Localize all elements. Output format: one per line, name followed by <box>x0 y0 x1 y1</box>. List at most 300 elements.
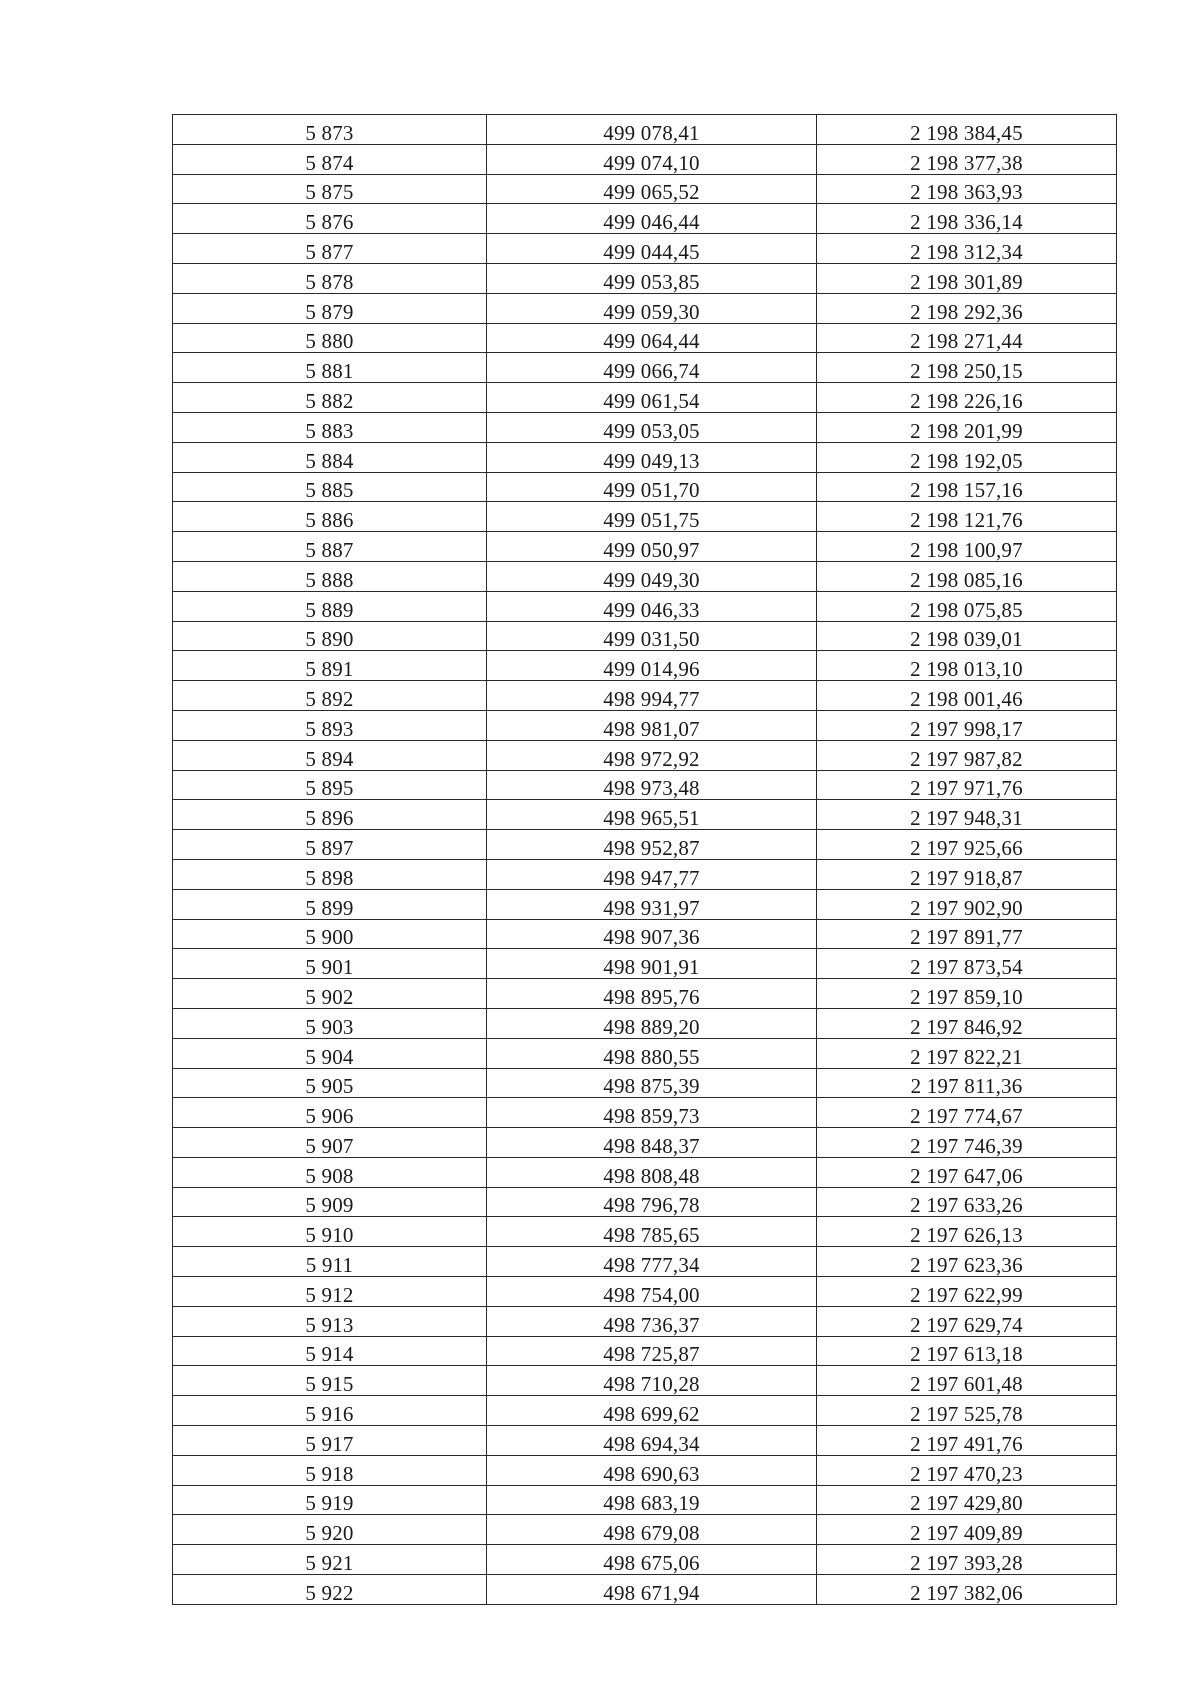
cell-text: 2 198 336,14 <box>910 210 1023 235</box>
cell-text: 2 197 623,36 <box>910 1253 1023 1278</box>
cell-text: 498 965,51 <box>603 806 700 831</box>
x-coordinate-cell <box>487 412 817 442</box>
y-coordinate-cell <box>817 1455 1117 1485</box>
y-coordinate-cell <box>817 710 1117 740</box>
cell-text: 5 906 <box>305 1104 354 1129</box>
cell-text: 2 198 312,34 <box>910 239 1023 264</box>
cell-text: 5 884 <box>305 448 354 473</box>
point-number-cell <box>173 651 487 681</box>
point-number-cell <box>173 1545 487 1575</box>
cell-text: 2 198 201,99 <box>910 418 1023 443</box>
cell-text: 2 198 192,05 <box>910 448 1023 473</box>
cell-text: 2 198 013,10 <box>910 657 1023 682</box>
y-coordinate-cell <box>817 1038 1117 1068</box>
cell-text: 499 064,44 <box>603 329 700 354</box>
cell-text: 2 198 271,44 <box>910 329 1023 354</box>
x-coordinate-cell <box>487 710 817 740</box>
cell-text: 5 874 <box>305 150 354 175</box>
cell-text: 5 885 <box>305 478 354 503</box>
x-coordinate-cell <box>487 740 817 770</box>
y-coordinate-cell <box>817 1336 1117 1366</box>
point-number-cell <box>173 115 487 145</box>
y-coordinate-cell <box>817 889 1117 919</box>
y-coordinate-cell <box>817 979 1117 1009</box>
y-coordinate-cell <box>817 1396 1117 1426</box>
table-row <box>173 1396 1117 1426</box>
y-coordinate-cell <box>817 263 1117 293</box>
x-coordinate-cell <box>487 502 817 532</box>
cell-text: 5 909 <box>305 1193 354 1218</box>
y-coordinate-cell <box>817 1068 1117 1098</box>
table-row <box>173 859 1117 889</box>
table-row <box>173 1277 1117 1307</box>
cell-text: 5 907 <box>305 1133 354 1158</box>
table-row <box>173 353 1117 383</box>
cell-text: 2 197 491,76 <box>910 1431 1023 1456</box>
cell-text: 5 889 <box>305 597 354 622</box>
cell-text: 5 905 <box>305 1074 354 1099</box>
cell-text: 2 197 409,89 <box>910 1521 1023 1546</box>
cell-text: 498 777,34 <box>603 1253 700 1278</box>
point-number-cell <box>173 1426 487 1456</box>
y-coordinate-cell <box>817 1575 1117 1605</box>
y-coordinate-cell <box>817 234 1117 264</box>
point-number-cell <box>173 561 487 591</box>
x-coordinate-cell <box>487 204 817 234</box>
table-row <box>173 234 1117 264</box>
x-coordinate-cell <box>487 681 817 711</box>
cell-text: 5 875 <box>305 180 354 205</box>
y-coordinate-cell <box>817 1426 1117 1456</box>
cell-text: 498 679,08 <box>603 1521 700 1546</box>
x-coordinate-cell <box>487 889 817 919</box>
table-row <box>173 561 1117 591</box>
point-number-cell <box>173 949 487 979</box>
cell-text: 5 903 <box>305 1014 354 1039</box>
cell-text: 5 877 <box>305 239 354 264</box>
cell-text: 2 197 822,21 <box>910 1044 1023 1069</box>
point-number-cell <box>173 1008 487 1038</box>
cell-text: 5 876 <box>305 210 354 235</box>
cell-text: 499 065,52 <box>603 180 700 205</box>
y-coordinate-cell <box>817 1128 1117 1158</box>
y-coordinate-cell <box>817 1277 1117 1307</box>
cell-text: 5 894 <box>305 746 354 771</box>
x-coordinate-cell <box>487 532 817 562</box>
table-row <box>173 949 1117 979</box>
point-number-cell <box>173 1277 487 1307</box>
table-row <box>173 1485 1117 1515</box>
point-number-cell <box>173 144 487 174</box>
table-row <box>173 1008 1117 1038</box>
table-row <box>173 323 1117 353</box>
cell-text: 498 671,94 <box>603 1580 700 1605</box>
cell-text: 5 920 <box>305 1521 354 1546</box>
table-row <box>173 174 1117 204</box>
cell-text: 5 918 <box>305 1461 354 1486</box>
coordinates-table <box>172 114 1117 1605</box>
cell-text: 5 914 <box>305 1342 354 1367</box>
x-coordinate-cell <box>487 1485 817 1515</box>
cell-text: 2 197 925,66 <box>910 835 1023 860</box>
y-coordinate-cell <box>817 1187 1117 1217</box>
cell-text: 498 875,39 <box>603 1074 700 1099</box>
cell-text: 498 952,87 <box>603 835 700 860</box>
y-coordinate-cell <box>817 144 1117 174</box>
cell-text: 499 050,97 <box>603 537 700 562</box>
y-coordinate-cell <box>817 919 1117 949</box>
cell-text: 2 197 774,67 <box>910 1104 1023 1129</box>
x-coordinate-cell <box>487 1545 817 1575</box>
table-row <box>173 919 1117 949</box>
cell-text: 2 197 971,76 <box>910 776 1023 801</box>
cell-text: 2 197 998,17 <box>910 716 1023 741</box>
cell-text: 5 910 <box>305 1223 354 1248</box>
cell-text: 2 197 622,99 <box>910 1282 1023 1307</box>
table-row <box>173 1247 1117 1277</box>
cell-text: 499 046,44 <box>603 210 700 235</box>
table-row <box>173 293 1117 323</box>
cell-text: 5 873 <box>305 120 354 145</box>
cell-text: 2 198 039,01 <box>910 627 1023 652</box>
point-number-cell <box>173 472 487 502</box>
cell-text: 2 197 902,90 <box>910 895 1023 920</box>
y-coordinate-cell <box>817 740 1117 770</box>
x-coordinate-cell <box>487 830 817 860</box>
table-row <box>173 412 1117 442</box>
cell-text: 2 197 918,87 <box>910 865 1023 890</box>
point-number-cell <box>173 1455 487 1485</box>
x-coordinate-cell <box>487 1455 817 1485</box>
x-coordinate-cell <box>487 949 817 979</box>
table-row <box>173 621 1117 651</box>
cell-text: 2 198 085,16 <box>910 567 1023 592</box>
cell-text: 498 859,73 <box>603 1104 700 1129</box>
cell-text: 5 883 <box>305 418 354 443</box>
x-coordinate-cell <box>487 1128 817 1158</box>
table-row <box>173 830 1117 860</box>
cell-text: 2 197 633,26 <box>910 1193 1023 1218</box>
table-row <box>173 800 1117 830</box>
point-number-cell <box>173 1396 487 1426</box>
cell-text: 498 895,76 <box>603 984 700 1009</box>
cell-text: 2 197 429,80 <box>910 1491 1023 1516</box>
point-number-cell <box>173 1247 487 1277</box>
x-coordinate-cell <box>487 1426 817 1456</box>
x-coordinate-cell <box>487 1336 817 1366</box>
point-number-cell <box>173 1306 487 1336</box>
x-coordinate-cell <box>487 442 817 472</box>
table-row <box>173 681 1117 711</box>
y-coordinate-cell <box>817 830 1117 860</box>
point-number-cell <box>173 919 487 949</box>
point-number-cell <box>173 621 487 651</box>
cell-text: 2 197 746,39 <box>910 1133 1023 1158</box>
x-coordinate-cell <box>487 1098 817 1128</box>
cell-text: 5 901 <box>305 955 354 980</box>
coordinates-table-body <box>173 115 1117 1605</box>
y-coordinate-cell <box>817 949 1117 979</box>
cell-text: 498 880,55 <box>603 1044 700 1069</box>
point-number-cell <box>173 1485 487 1515</box>
point-number-cell <box>173 1217 487 1247</box>
cell-text: 498 889,20 <box>603 1014 700 1039</box>
point-number-cell <box>173 502 487 532</box>
cell-text: 2 198 250,15 <box>910 359 1023 384</box>
cell-text: 499 059,30 <box>603 299 700 324</box>
point-number-cell <box>173 1187 487 1217</box>
cell-text: 2 197 393,28 <box>910 1551 1023 1576</box>
x-coordinate-cell <box>487 1157 817 1187</box>
point-number-cell <box>173 830 487 860</box>
y-coordinate-cell <box>817 472 1117 502</box>
table-row <box>173 1575 1117 1605</box>
cell-text: 2 197 873,54 <box>910 955 1023 980</box>
x-coordinate-cell <box>487 1396 817 1426</box>
table-row <box>173 1187 1117 1217</box>
cell-text: 499 078,41 <box>603 120 700 145</box>
x-coordinate-cell <box>487 1277 817 1307</box>
cell-text: 5 904 <box>305 1044 354 1069</box>
y-coordinate-cell <box>817 1366 1117 1396</box>
cell-text: 5 891 <box>305 657 354 682</box>
table-row <box>173 502 1117 532</box>
y-coordinate-cell <box>817 591 1117 621</box>
cell-text: 2 197 987,82 <box>910 746 1023 771</box>
cell-text: 498 690,63 <box>603 1461 700 1486</box>
cell-text: 5 913 <box>305 1312 354 1337</box>
cell-text: 499 053,05 <box>603 418 700 443</box>
y-coordinate-cell <box>817 115 1117 145</box>
table-row <box>173 1426 1117 1456</box>
cell-text: 2 197 647,06 <box>910 1163 1023 1188</box>
cell-text: 5 880 <box>305 329 354 354</box>
point-number-cell <box>173 710 487 740</box>
x-coordinate-cell <box>487 561 817 591</box>
point-number-cell <box>173 591 487 621</box>
point-number-cell <box>173 174 487 204</box>
point-number-cell <box>173 889 487 919</box>
x-coordinate-cell <box>487 293 817 323</box>
y-coordinate-cell <box>817 651 1117 681</box>
point-number-cell <box>173 1068 487 1098</box>
cell-text: 499 031,50 <box>603 627 700 652</box>
cell-text: 498 947,77 <box>603 865 700 890</box>
point-number-cell <box>173 1128 487 1158</box>
cell-text: 498 994,77 <box>603 686 700 711</box>
y-coordinate-cell <box>817 412 1117 442</box>
y-coordinate-cell <box>817 621 1117 651</box>
cell-text: 2 198 363,93 <box>910 180 1023 205</box>
cell-text: 5 900 <box>305 925 354 950</box>
point-number-cell <box>173 740 487 770</box>
x-coordinate-cell <box>487 263 817 293</box>
point-number-cell <box>173 353 487 383</box>
cell-text: 498 725,87 <box>603 1342 700 1367</box>
x-coordinate-cell <box>487 591 817 621</box>
y-coordinate-cell <box>817 1157 1117 1187</box>
y-coordinate-cell <box>817 1098 1117 1128</box>
table-row <box>173 889 1117 919</box>
cell-text: 498 796,78 <box>603 1193 700 1218</box>
table-row <box>173 1217 1117 1247</box>
x-coordinate-cell <box>487 919 817 949</box>
x-coordinate-cell <box>487 1366 817 1396</box>
table-row <box>173 1515 1117 1545</box>
y-coordinate-cell <box>817 1217 1117 1247</box>
cell-text: 5 898 <box>305 865 354 890</box>
x-coordinate-cell <box>487 115 817 145</box>
x-coordinate-cell <box>487 770 817 800</box>
cell-text: 2 197 601,48 <box>910 1372 1023 1397</box>
point-number-cell <box>173 412 487 442</box>
y-coordinate-cell <box>817 204 1117 234</box>
point-number-cell <box>173 442 487 472</box>
x-coordinate-cell <box>487 1515 817 1545</box>
table-row <box>173 979 1117 1009</box>
x-coordinate-cell <box>487 1038 817 1068</box>
cell-text: 5 886 <box>305 508 354 533</box>
point-number-cell <box>173 323 487 353</box>
cell-text: 2 198 384,45 <box>910 120 1023 145</box>
cell-text: 2 198 292,36 <box>910 299 1023 324</box>
cell-text: 5 878 <box>305 269 354 294</box>
cell-text: 5 895 <box>305 776 354 801</box>
cell-text: 5 890 <box>305 627 354 652</box>
cell-text: 5 892 <box>305 686 354 711</box>
table-row <box>173 115 1117 145</box>
cell-text: 499 014,96 <box>603 657 700 682</box>
cell-text: 499 074,10 <box>603 150 700 175</box>
point-number-cell <box>173 1515 487 1545</box>
cell-text: 2 198 157,16 <box>910 478 1023 503</box>
cell-text: 2 197 470,23 <box>910 1461 1023 1486</box>
table-row <box>173 204 1117 234</box>
cell-text: 2 198 121,76 <box>910 508 1023 533</box>
y-coordinate-cell <box>817 561 1117 591</box>
table-row <box>173 532 1117 562</box>
point-number-cell <box>173 1098 487 1128</box>
cell-text: 2 197 525,78 <box>910 1402 1023 1427</box>
cell-text: 5 921 <box>305 1551 354 1576</box>
table-row <box>173 1366 1117 1396</box>
x-coordinate-cell <box>487 1217 817 1247</box>
cell-text: 499 049,13 <box>603 448 700 473</box>
cell-text: 498 973,48 <box>603 776 700 801</box>
point-number-cell <box>173 532 487 562</box>
cell-text: 2 197 382,06 <box>910 1580 1023 1605</box>
point-number-cell <box>173 1336 487 1366</box>
cell-text: 5 917 <box>305 1431 354 1456</box>
y-coordinate-cell <box>817 353 1117 383</box>
point-number-cell <box>173 383 487 413</box>
cell-text: 498 808,48 <box>603 1163 700 1188</box>
table-row <box>173 1545 1117 1575</box>
x-coordinate-cell <box>487 174 817 204</box>
cell-text: 498 675,06 <box>603 1551 700 1576</box>
cell-text: 499 051,70 <box>603 478 700 503</box>
x-coordinate-cell <box>487 144 817 174</box>
cell-text: 2 197 626,13 <box>910 1223 1023 1248</box>
x-coordinate-cell <box>487 621 817 651</box>
table-row <box>173 1455 1117 1485</box>
table-row <box>173 383 1117 413</box>
x-coordinate-cell <box>487 1008 817 1038</box>
table-row <box>173 591 1117 621</box>
cell-text: 498 785,65 <box>603 1223 700 1248</box>
point-number-cell <box>173 681 487 711</box>
cell-text: 5 915 <box>305 1372 354 1397</box>
x-coordinate-cell <box>487 1306 817 1336</box>
x-coordinate-cell <box>487 979 817 1009</box>
cell-text: 498 848,37 <box>603 1133 700 1158</box>
x-coordinate-cell <box>487 651 817 681</box>
y-coordinate-cell <box>817 859 1117 889</box>
cell-text: 5 899 <box>305 895 354 920</box>
y-coordinate-cell <box>817 1306 1117 1336</box>
cell-text: 499 046,33 <box>603 597 700 622</box>
point-number-cell <box>173 1157 487 1187</box>
cell-text: 5 902 <box>305 984 354 1009</box>
cell-text: 499 049,30 <box>603 567 700 592</box>
y-coordinate-cell <box>817 681 1117 711</box>
table-row <box>173 1157 1117 1187</box>
x-coordinate-cell <box>487 1247 817 1277</box>
cell-text: 2 198 377,38 <box>910 150 1023 175</box>
cell-text: 2 198 100,97 <box>910 537 1023 562</box>
y-coordinate-cell <box>817 293 1117 323</box>
y-coordinate-cell <box>817 1485 1117 1515</box>
cell-text: 498 981,07 <box>603 716 700 741</box>
cell-text: 499 061,54 <box>603 388 700 413</box>
table-row <box>173 1038 1117 1068</box>
cell-text: 498 754,00 <box>603 1282 700 1307</box>
cell-text: 498 972,92 <box>603 746 700 771</box>
y-coordinate-cell <box>817 323 1117 353</box>
x-coordinate-cell <box>487 234 817 264</box>
x-coordinate-cell <box>487 859 817 889</box>
cell-text: 5 919 <box>305 1491 354 1516</box>
y-coordinate-cell <box>817 502 1117 532</box>
cell-text: 2 197 629,74 <box>910 1312 1023 1337</box>
cell-text: 498 694,34 <box>603 1431 700 1456</box>
cell-text: 5 911 <box>305 1253 354 1278</box>
point-number-cell <box>173 234 487 264</box>
cell-text: 499 051,75 <box>603 508 700 533</box>
x-coordinate-cell <box>487 353 817 383</box>
cell-text: 2 197 948,31 <box>910 806 1023 831</box>
table-row <box>173 740 1117 770</box>
cell-text: 5 893 <box>305 716 354 741</box>
cell-text: 2 198 301,89 <box>910 269 1023 294</box>
table-row <box>173 472 1117 502</box>
point-number-cell <box>173 859 487 889</box>
y-coordinate-cell <box>817 1545 1117 1575</box>
x-coordinate-cell <box>487 472 817 502</box>
table-row <box>173 1306 1117 1336</box>
cell-text: 2 197 859,10 <box>910 984 1023 1009</box>
cell-text: 2 197 846,92 <box>910 1014 1023 1039</box>
cell-text: 498 699,62 <box>603 1402 700 1427</box>
cell-text: 498 710,28 <box>603 1372 700 1397</box>
cell-text: 499 066,74 <box>603 359 700 384</box>
point-number-cell <box>173 1038 487 1068</box>
cell-text: 2 197 891,77 <box>910 925 1023 950</box>
y-coordinate-cell <box>817 1008 1117 1038</box>
cell-text: 5 908 <box>305 1163 354 1188</box>
point-number-cell <box>173 1575 487 1605</box>
cell-text: 5 888 <box>305 567 354 592</box>
